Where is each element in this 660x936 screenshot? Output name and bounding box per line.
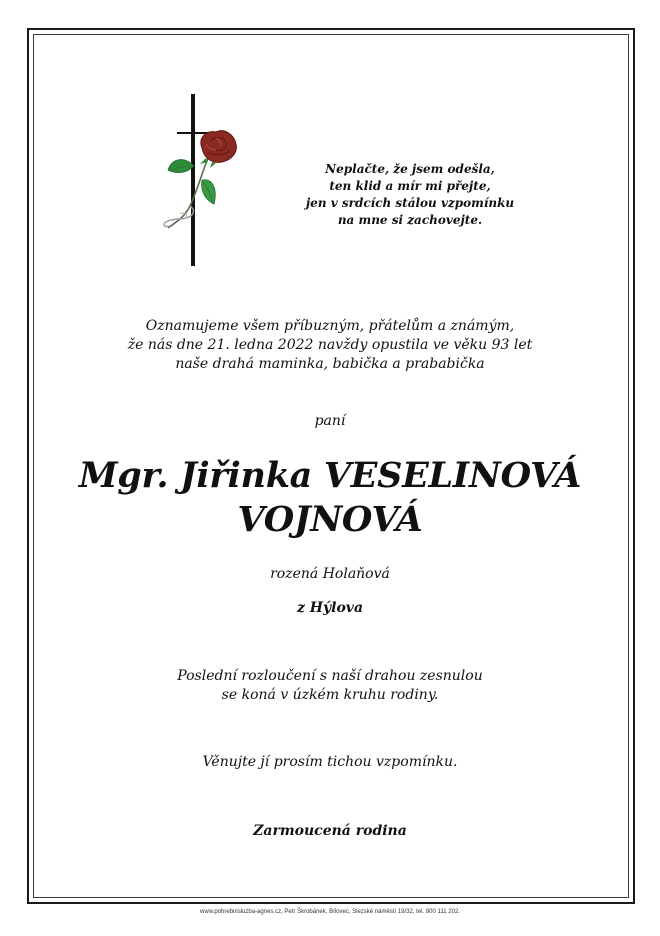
maiden-name: rozená Holaňová (270, 566, 390, 582)
request: Věnujte jí prosím tichou vzpomínku. (202, 754, 458, 770)
origin: z Hýlova (296, 600, 364, 616)
deceased-name-line2: VOJNOVÁ (237, 499, 423, 540)
deceased-name (40, 454, 620, 542)
poem (300, 161, 520, 229)
farewell (40, 667, 620, 705)
announcement-line: že nás dne 21. ledna 2022 navždy opustila ve věku 93 let (127, 337, 533, 353)
salutation: paní (314, 413, 346, 429)
poem-line: na mne si zachovejte. (337, 213, 483, 227)
footer-imprint: www.pohrebnisluzba-agnes.cz, Petr Škrobánek, Bílovec, Slezské náměstí 19/32, tel. 800 111 202. (200, 909, 460, 915)
signature: Zarmoucená rodina (253, 823, 407, 839)
announcement-line: Oznamujeme všem příbuzným, přátelům a známým, (145, 318, 515, 334)
poem-line: jen v srdcích stálou vzpomínku (305, 196, 515, 210)
announcement (40, 317, 620, 374)
farewell-line: se koná v úzkém kruhu rodiny. (221, 687, 439, 703)
poem-line: ten klid a mír mi přejte, (329, 179, 491, 193)
announcement-line: naše drahá maminka, babička a prababička (175, 356, 485, 372)
deceased-name-line1: Mgr. Jiřinka VESELINOVÁ (78, 455, 582, 496)
poem-line: Neplačte, že jsem odešla, (325, 162, 495, 176)
rose-icon (150, 118, 250, 238)
farewell-line: Poslední rozloučení s naší drahou zesnulou (177, 668, 483, 684)
